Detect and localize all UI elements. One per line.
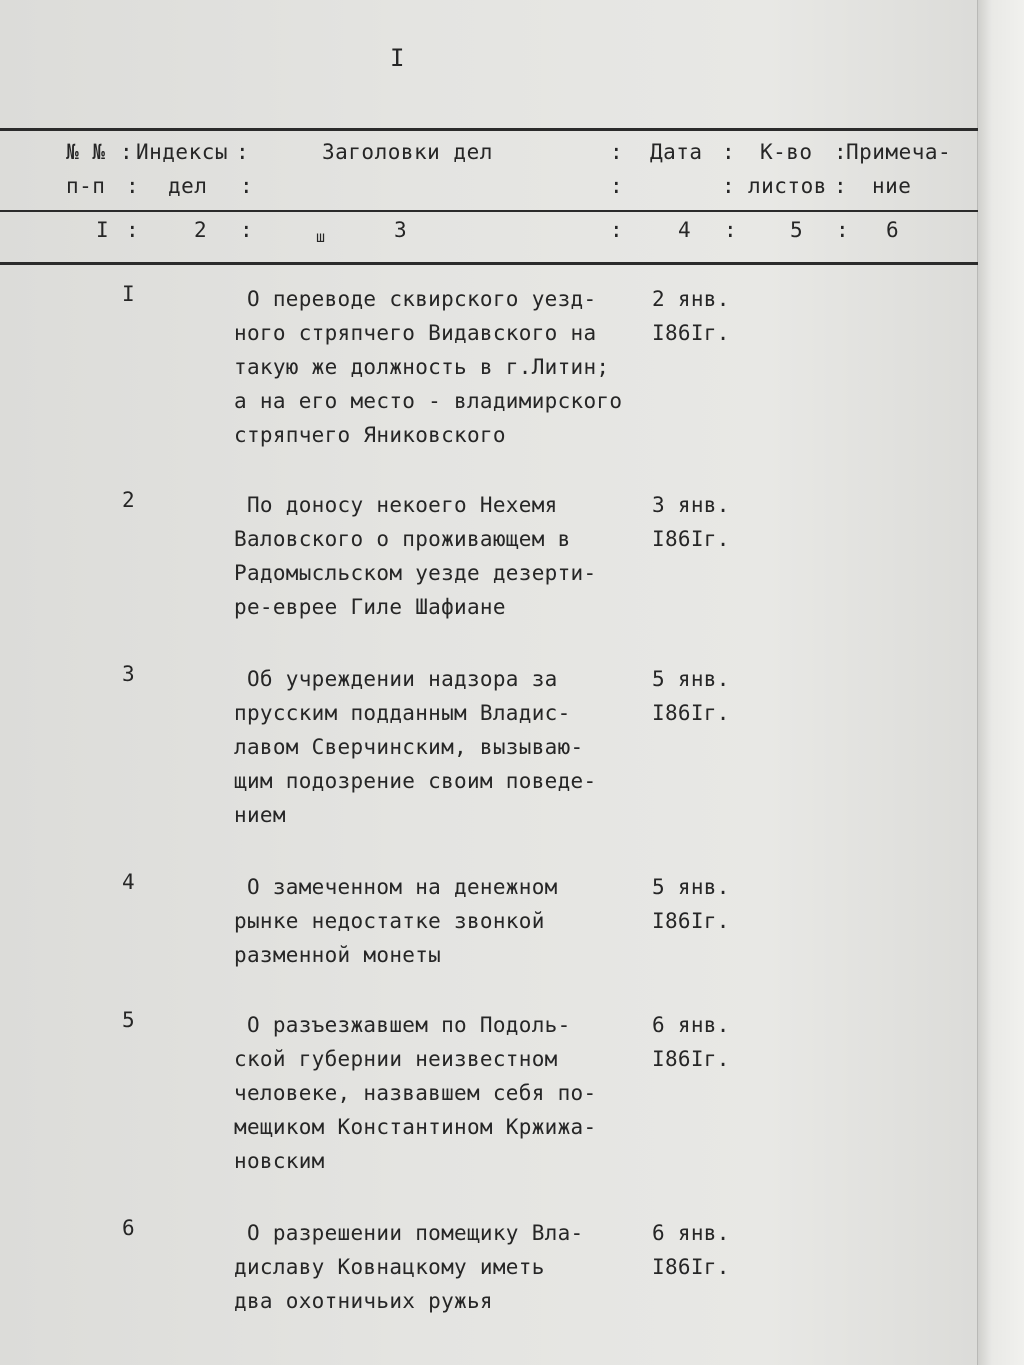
header-col1-line2: п-п [66, 174, 106, 198]
column-number-1: I [96, 218, 110, 242]
entry-title: Об учреждении надзора за прусским подданным Владис- лавом Сверчинским, вызываю- щим подозрение своим поведе- нием [234, 667, 597, 827]
header-col5-line2: листов [748, 174, 827, 198]
column-number-2: 2 [194, 218, 208, 242]
entry-number: 3 [122, 662, 135, 686]
entry-title: О разъезжавшем по Подоль- ской губернии неизвестном человеке, назвавшем себя по- мещиком Константином Кржижа- новским [234, 1013, 597, 1173]
header-separator: : [610, 174, 623, 198]
entry-title: О замеченном на денежном рынке недостатке звонкой разменной монеты [234, 875, 558, 967]
entry-date: 5 янв. I86Iг. [652, 875, 730, 933]
column-number-separator: : [240, 218, 253, 242]
column-number-separator: : [610, 218, 623, 242]
column-number-5: 5 [790, 218, 804, 242]
header-col4-line1: Дата [650, 140, 703, 164]
header-separator: : [834, 174, 847, 198]
entry-number: 5 [122, 1008, 135, 1032]
entry-number: 4 [122, 870, 135, 894]
header-separator: : [722, 174, 735, 198]
header-col6-line1: Примеча- [846, 140, 952, 164]
column-number-4: 4 [678, 218, 692, 242]
page-number: I [390, 44, 405, 72]
table-header-rule [0, 210, 978, 212]
entry-date: 2 янв. I86Iг. [652, 287, 730, 345]
stray-mark: ш [316, 228, 326, 246]
entry-number: 2 [122, 488, 135, 512]
header-col6-line2: ние [872, 174, 912, 198]
entry-number: I [122, 282, 135, 306]
page-edge [977, 0, 1024, 1365]
entry-date: 6 янв. I86Iг. [652, 1221, 730, 1279]
header-separator: : [722, 140, 735, 164]
header-col1-line1: № № [66, 140, 106, 164]
column-number-separator: : [724, 218, 737, 242]
entry-number: 6 [122, 1216, 135, 1240]
entry-date: 5 янв. I86Iг. [652, 667, 730, 725]
header-separator: : [236, 140, 249, 164]
column-number-3: 3 [394, 218, 408, 242]
entry-title: О разрешении помещику Вла- диславу Ковнацкому иметь два охотничьих ружья [234, 1221, 584, 1313]
table-top-rule [0, 128, 978, 131]
column-number-6: 6 [886, 218, 900, 242]
entry-date: 3 янв. I86Iг. [652, 493, 730, 551]
header-separator: : [610, 140, 623, 164]
header-separator: : [240, 174, 253, 198]
header-separator: : [126, 174, 139, 198]
header-separator: : [834, 140, 847, 164]
table-numbering-rule [0, 262, 978, 265]
entry-date: 6 янв. I86Iг. [652, 1013, 730, 1071]
column-number-separator: : [836, 218, 849, 242]
header-col2-line2: дел [168, 174, 208, 198]
entry-title: О переводе сквирского уезд- ного стряпчего Видавского на такую же должность в г.Литин; а на его место - владимирского стряпчего Яниковского [234, 287, 623, 447]
header-col2-line1: Индексы [136, 140, 229, 164]
header-col3-line1: Заголовки дел [322, 140, 493, 164]
header-col5-line1: К-во [760, 140, 813, 164]
header-separator: : [120, 140, 133, 164]
column-number-separator: : [126, 218, 139, 242]
entry-title: По доносу некоего Нехемя Валовского о проживающем в Радомысльском уезде дезерти- ре-еврее Гиле Шафиане [234, 493, 597, 619]
